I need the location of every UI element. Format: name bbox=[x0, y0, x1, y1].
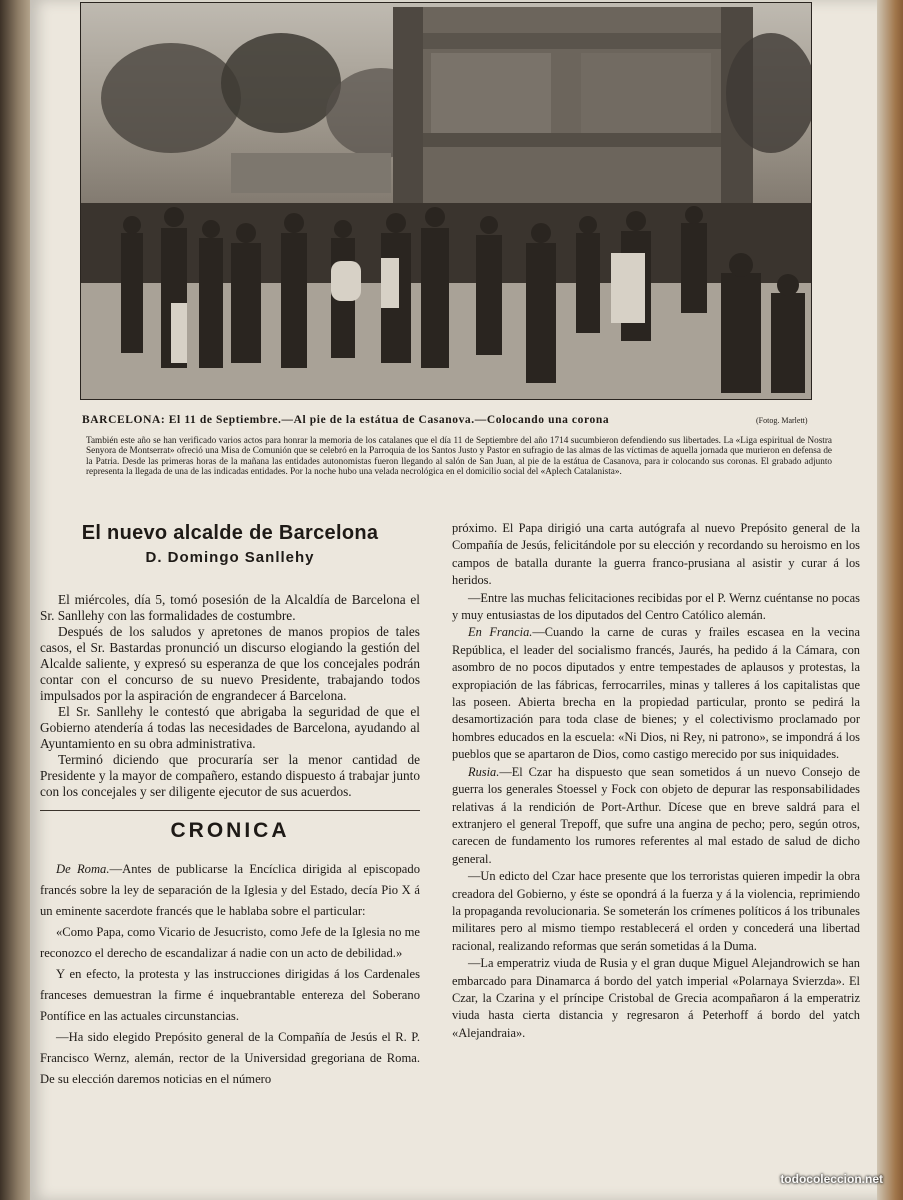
paragraph-text: próximo. El Papa dirigió una carta autógrafa al nuevo Prepósito general de la Compañía de Jesús, felicitándole por su elección y recordando su heroismo en los campos de batalla durante la guerra franco-prusiana al asistir y curar á los heridos. bbox=[452, 521, 860, 588]
cronica-paragraph bbox=[40, 964, 420, 1027]
article-paragraph: El miércoles, día 5, tomó posesión de la Alcaldía de Barcelona el Sr. Sanllehy con las formalidades de costumbre. bbox=[40, 592, 420, 623]
page-edge bbox=[877, 0, 903, 1200]
paragraph-text: —Cuando la carne de curas y frailes escasea en la vecina República, el leader del socialismo francés, Jaurés, ha pedido á la Cámara, con asombro de no pocos diputados y entre tempestades de aplausos y protestas, la expropiación de las fábricas, ferrocarriles, minas y talleres á los capitalistas que las poseen. Abierta brecha en la propiedad particular, pronto se pedirá la desamortización para toda clase de bienes; y el colectivismo proclamado por hombres educados en la escuela: «Ni Dios, ni Rey, ni patrono», se impondrá á los pueblos que se apartaron de Dios, como castigo merecido por sus iniquidades. bbox=[452, 625, 860, 762]
photo-caption-title: BARCELONA: El 11 de Septiembre.—Al pie de la estátua de Casanova.—Colocando una corona bbox=[82, 414, 610, 426]
cronica-paragraph bbox=[452, 520, 860, 590]
article-paragraph: Después de los saludos y apretones de manos propios de tales casos, el Sr. Bastardas pronunció un discurso elogiando la gestión del Alcalde saliente, y expresó su esperanza de que los concejales podrán contar con el concurso de su nuevo Presidente, trabajando todos impulsados por la aspiración de engrandecer á Barcelona. bbox=[40, 624, 420, 703]
book-gutter bbox=[0, 0, 30, 1200]
paragraph-text: —Entre las muchas felicitaciones recibidas por el P. Wernz cuéntanse no pocas y muy entusiastas de los diputados del Centro Católico alemán. bbox=[452, 590, 860, 623]
section-lead: Rusia. bbox=[468, 764, 500, 779]
news-photo-barcelona-crowd bbox=[80, 2, 812, 400]
paragraph-text: —Ha sido elegido Prepósito general de la Compañía de Jesús el R. P. Francisco Wernz, alemán, rector de la Universidad gregoriana de Roma. De su elección daremos noticias en el número bbox=[40, 1030, 420, 1086]
article-headline: El nuevo alcalde de Barcelona bbox=[81, 522, 379, 544]
cronica-paragraph bbox=[452, 868, 860, 955]
cronica-paragraph bbox=[40, 1027, 420, 1090]
paragraph-text: —Antes de publicarse la Encíclica dirigida al episcopado francés sobre la ley de separación de la Iglesia y del Estado, decía Pio X á un eminente sacerdote francés que le hablaba sobre el particular: bbox=[40, 862, 420, 918]
cronica-paragraph bbox=[452, 764, 860, 868]
cronica-paragraph bbox=[452, 624, 860, 763]
article-subheadline: D. Domingo Sanllehy bbox=[145, 549, 315, 566]
paragraph-text: «Como Papa, como Vicario de Jesucristo, como Jefe de la Iglesia no me reconozco el derecho de escandalizar á nadie con un acto de debilidad.» bbox=[40, 925, 420, 960]
photo-credit: (Fotog. Marlett) bbox=[756, 416, 808, 425]
section-divider bbox=[40, 810, 420, 811]
cronica-paragraph bbox=[452, 590, 860, 625]
paragraph-text: —Un edicto del Czar hace presente que los terroristas quieren impedir la obra creadora del Gobierno, y éste se opondrá á la fuerza y á la violencia, reprimiendo la propaganda revolucionaria. Se someterán los crímenes políticos á los tribunales militares pero al mismo tiempo restablecerá el orden y concederá una libertad racional, realizando reformas que serán sometidas á la Duma. bbox=[452, 869, 860, 953]
cronica-right-body bbox=[452, 520, 860, 1042]
cronica-paragraph bbox=[40, 859, 420, 922]
photo-caption-body: También este año se han verificado varios actos para honrar la memoria de los catalanes que el día 11 de Septiembre del año 1714 sucumbieron defendiendo sus libertades. La «Liga espiritual de Nostra Senyora de Montserrat» ofreció una Misa de Comunión que se celebró en la Parroquia de los Santos Justo y Pastor en sufragio de las almas de las víctimas de aquella jornada que murieron en defensa de la Patria. Desde las primeras horas de la mañana las entidades autonomistas fueron llegando al salón de San Juan, al pie de la estátua de Casanova, para ir colocando sus coronas. El grabado adjunto representa la llegada de una de las indicadas entidades. Por la noche hubo una velada necrológica en el domicilio social del «Aplech Catalanista». bbox=[86, 435, 832, 477]
article-paragraph: Terminó diciendo que procuraría ser la menor cantidad de Presidente y la mayor de compañero, estando dispuesto á trabajar junto con los concejales y ser diligente ejecutor de sus acuerdos. bbox=[40, 752, 420, 799]
cronica-heading: CRONICA bbox=[170, 819, 290, 842]
watermark: todocoleccion.net bbox=[780, 1172, 883, 1186]
paragraph-text: —La emperatriz viuda de Rusia y el gran duque Miguel Alejandrowich se han embarcado para Dinamarca á bordo del yatch imperial «Polarnaya Svierzda». El Czar, la Czarina y el príncipe Cristobal de Grecia acompañaron á la emperatriz viuda hasta cierta distancia y regresaron á Peterhoff á bordo del yatch «Alejandraia». bbox=[452, 956, 860, 1040]
right-column bbox=[452, 520, 860, 1042]
section-lead: En Francia. bbox=[468, 625, 533, 640]
article-paragraph: El Sr. Sanllehy le contestó que abrigaba la seguridad de que el Gobierno atendería á todas las necesidades de Barcelona, ayudando al Ayuntamiento en su obra administrativa. bbox=[40, 704, 420, 751]
cronica-paragraph bbox=[452, 955, 860, 1042]
article-body bbox=[40, 592, 420, 800]
cronica-paragraph bbox=[40, 922, 420, 964]
left-column bbox=[40, 522, 420, 1090]
paragraph-text: —El Czar ha dispuesto que sean sometidos á un nuevo Consejo de guerra los generales Stoessel y Fock con objeto de depurar las responsabilidades relativas á la rendición de Port-Arthur. Dícese que en breve saldrá para el extranjero el general Trepoff, que sufre una angina de pecho; pero, según otros, carecen de fundamento los rumores referentes al mal estado de salud de dicho general. bbox=[452, 764, 860, 866]
paragraph-text: Y en efecto, la protesta y las instrucciones dirigidas á los Cardenales franceses demuestran la firme é inquebrantable entereza del Soberano Pontífice en las actuales circunstancias. bbox=[40, 967, 420, 1023]
section-lead: De Roma. bbox=[56, 862, 110, 876]
cronica-left-body bbox=[40, 859, 420, 1090]
